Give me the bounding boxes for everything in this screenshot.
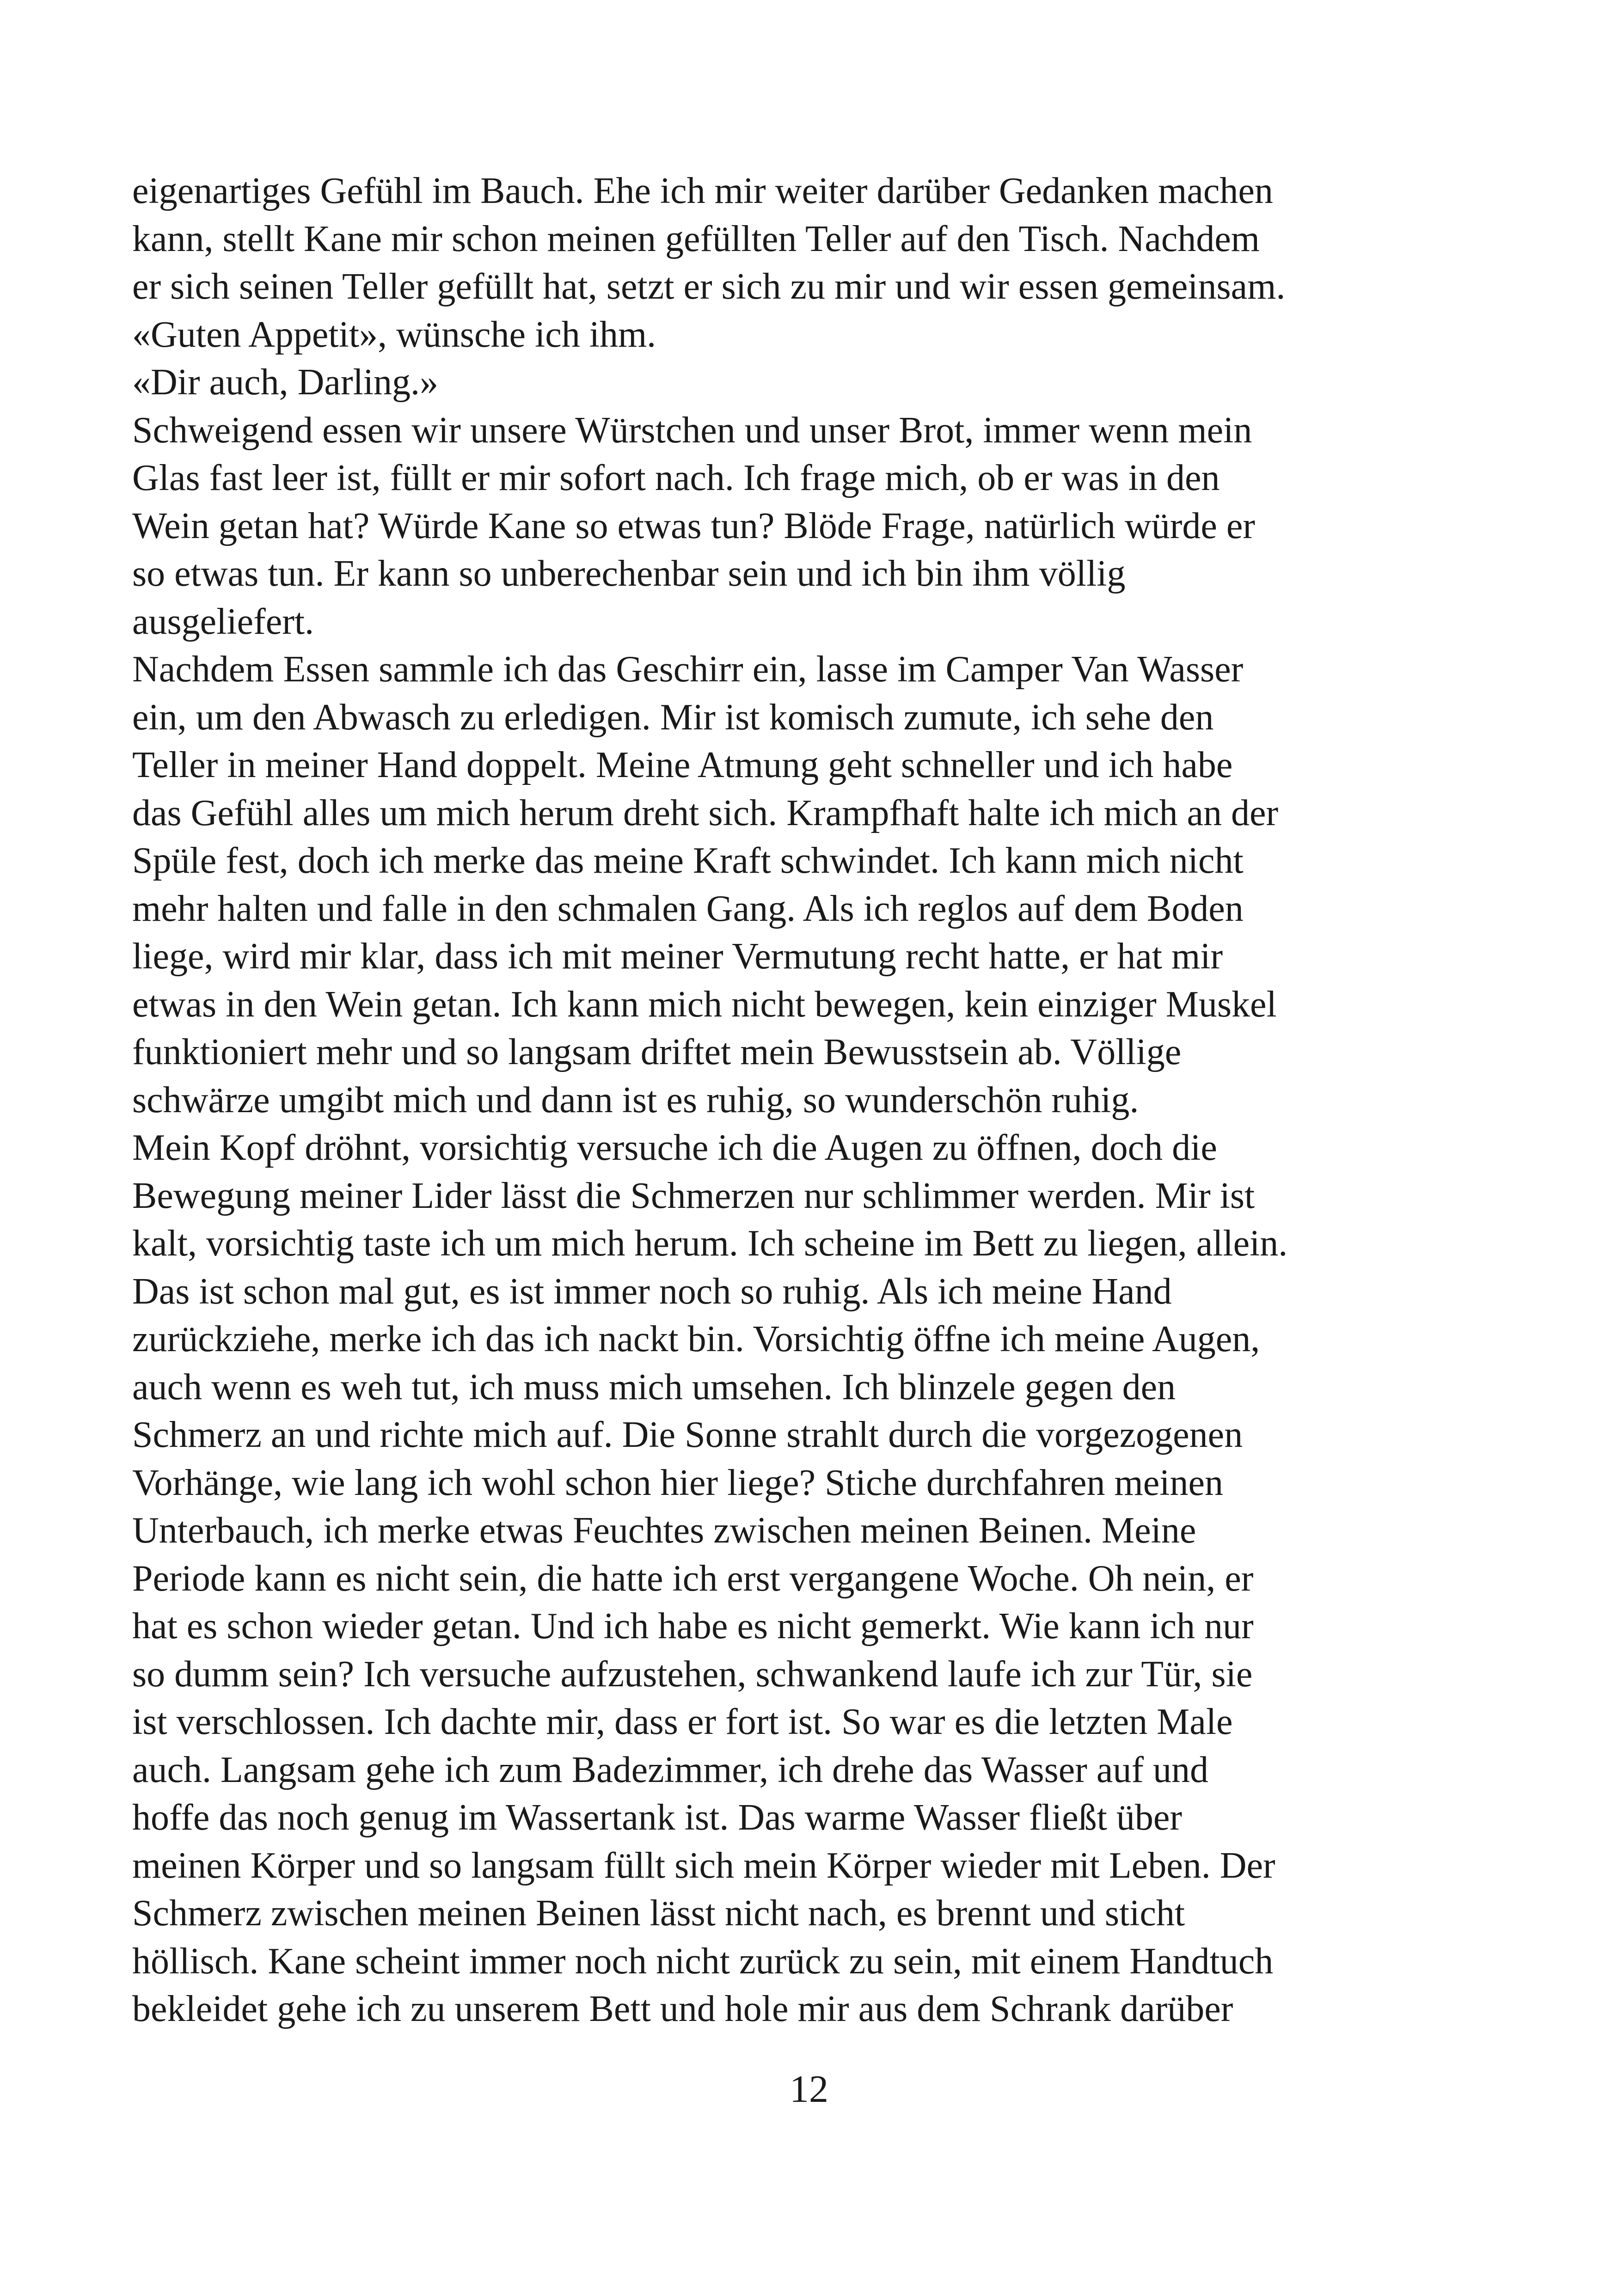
text-line: ausgeliefert. — [132, 601, 314, 642]
text-line: höllisch. Kane scheint immer noch nicht zurück zu sein, mit einem Handtuch — [132, 1941, 1274, 1982]
text-line: bekleidet gehe ich zu unserem Bett und hole mir aus dem Schrank darüber — [132, 1989, 1233, 2029]
text-line: funktioniert mehr und so langsam driftet mein Bewusstsein ab. Völlige — [132, 1032, 1182, 1072]
text-line: kann, stellt Kane mir schon meinen gefüllten Teller auf den Tisch. Nachdem — [132, 218, 1260, 259]
text-line: schwärze umgibt mich und dann ist es ruhig, so wunderschön ruhig. — [132, 1079, 1139, 1120]
text-line: Bewegung meiner Lider lässt die Schmerzen nur schlimmer werden. Mir ist — [132, 1175, 1255, 1216]
text-line: Wein getan hat? Würde Kane so etwas tun? Blöde Frage, natürlich würde er — [132, 505, 1255, 546]
body-text — [132, 167, 1501, 2033]
text-line: Spüle fest, doch ich merke das meine Kraft schwindet. Ich kann mich nicht — [132, 840, 1244, 881]
text-line: Schmerz zwischen meinen Beinen lässt nicht nach, es brennt und sticht — [132, 1893, 1185, 1934]
text-line: Teller in meiner Hand doppelt. Meine Atmung geht schneller und ich habe — [132, 745, 1233, 785]
page-number: 12 — [790, 2068, 828, 2111]
text-line: auch. Langsam gehe ich zum Badezimmer, ich drehe das Wasser auf und — [132, 1749, 1209, 1790]
text-line: mehr halten und falle in den schmalen Gang. Als ich reglos auf dem Boden — [132, 888, 1244, 929]
text-line: kalt, vorsichtig taste ich um mich herum. Ich scheine im Bett zu liegen, allein. — [132, 1223, 1288, 1264]
text-line: Schmerz an und richte mich auf. Die Sonne strahlt durch die vorgezogenen — [132, 1414, 1243, 1455]
text-line: Glas fast leer ist, füllt er mir sofort nach. Ich frage mich, ob er was in den — [132, 458, 1220, 498]
text-line: Schweigend essen wir unsere Würstchen und unser Brot, immer wenn mein — [132, 410, 1252, 451]
text-line: Nachdem Essen sammle ich das Geschirr ein, lasse im Camper Van Wasser — [132, 649, 1244, 690]
text-line: Vorhänge, wie lang ich wohl schon hier liege? Stiche durchfahren meinen — [132, 1462, 1223, 1503]
text-line: ist verschlossen. Ich dachte mir, dass er fort ist. So war es die letzten Male — [132, 1702, 1233, 1742]
text-line: Periode kann es nicht sein, die hatte ich erst vergangene Woche. Oh nein, er — [132, 1558, 1254, 1599]
text-line: auch wenn es weh tut, ich muss mich umsehen. Ich blinzele gegen den — [132, 1366, 1176, 1408]
text-line: zurückziehe, merke ich das ich nackt bin. Vorsichtig öffne ich meine Augen, — [132, 1319, 1260, 1359]
text-line: liege, wird mir klar, dass ich mit meiner Vermutung recht hatte, er hat mir — [132, 936, 1223, 977]
text-line: «Guten Appetit», wünsche ich ihm. — [132, 314, 656, 355]
text-line: etwas in den Wein getan. Ich kann mich nicht bewegen, kein einziger Muskel — [132, 984, 1277, 1025]
text-line: Das ist schon mal gut, es ist immer noch so ruhig. Als ich meine Hand — [132, 1271, 1172, 1312]
text-line: das Gefühl alles um mich herum dreht sich. Krampfhaft halte ich mich an der — [132, 792, 1279, 833]
text-line: meinen Körper und so langsam füllt sich mein Körper wieder mit Leben. Der — [132, 1845, 1275, 1886]
text-line: hoffe das noch genug im Wassertank ist. Das warme Wasser fließt über — [132, 1797, 1182, 1838]
text-line: Unterbauch, ich merke etwas Feuchtes zwischen meinen Beinen. Meine — [132, 1510, 1196, 1551]
text-line: so dumm sein? Ich versuche aufzustehen, schwankend laufe ich zur Tür, sie — [132, 1653, 1253, 1695]
text-line: «Dir auch, Darling.» — [132, 362, 439, 403]
text-line: er sich seinen Teller gefüllt hat, setzt er sich zu mir und wir essen gemeinsam. — [132, 266, 1286, 307]
text-line: ein, um den Abwasch zu erledigen. Mir ist komisch zumute, ich sehe den — [132, 697, 1214, 738]
text-line: hat es schon wieder getan. Und ich habe es nicht gemerkt. Wie kann ich nur — [132, 1606, 1254, 1647]
text-line: eigenartiges Gefühl im Bauch. Ehe ich mir weiter darüber Gedanken machen — [132, 171, 1273, 211]
text-line: Mein Kopf dröhnt, vorsichtig versuche ich die Augen zu öffnen, doch die — [132, 1127, 1217, 1168]
text-line: so etwas tun. Er kann so unberechenbar sein und ich bin ihm völlig — [132, 553, 1126, 594]
